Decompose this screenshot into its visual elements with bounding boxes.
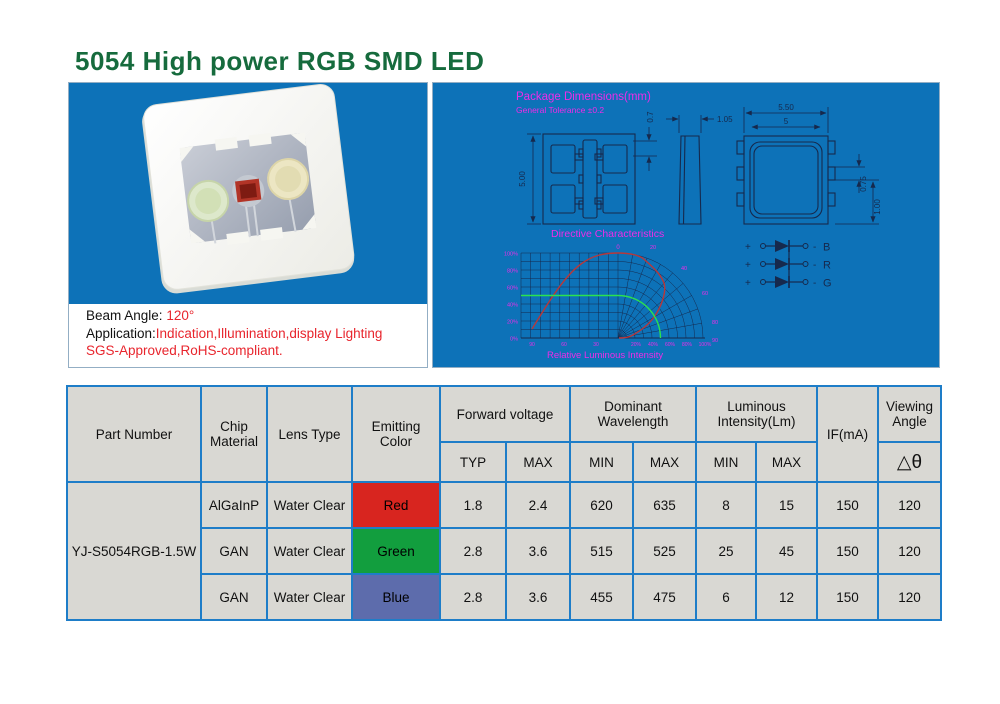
dim-top-pad-gap: 0.7	[646, 111, 655, 123]
cell-fv-typ: 1.8	[440, 482, 506, 528]
application-line	[86, 325, 427, 343]
col-header-emitting-color: Emitting Color	[352, 386, 440, 482]
circuit-label-b: B	[823, 241, 831, 254]
photo-caption	[69, 304, 427, 367]
subheader-delta-theta: △θ	[878, 442, 941, 482]
cell-lens-type: Water Clear	[267, 528, 352, 574]
cell-viewing-angle: 120	[878, 574, 941, 620]
chart-title: Directive Characteristics	[551, 228, 665, 240]
dimensions-heading: Package Dimensions(mm)	[516, 91, 651, 103]
svg-text:90: 90	[712, 338, 719, 344]
top-view-drawing	[737, 136, 835, 224]
cell-li-max: 15	[756, 482, 817, 528]
product-photo-panel	[68, 82, 428, 368]
svg-text:80%: 80%	[506, 268, 518, 275]
svg-text:+: +	[745, 242, 751, 253]
cell-viewing-angle: 120	[878, 528, 941, 574]
svg-text:0%: 0%	[510, 336, 518, 343]
cell-if: 150	[817, 482, 878, 528]
compliance-line: SGS-Approved,RoHS-compliant.	[86, 343, 283, 358]
cell-fv-typ: 2.8	[440, 528, 506, 574]
chart-bottom-tick-labels	[529, 342, 712, 348]
dim-pad-height: 0.75	[859, 176, 868, 192]
dim-pad-pitch: 1.00	[873, 199, 882, 215]
subheader-max: MAX	[756, 442, 817, 482]
svg-text:90: 90	[529, 342, 535, 348]
cell-emitting-color-red: Red	[352, 482, 440, 528]
cell-chip-material: GAN	[201, 528, 267, 574]
cell-li-min: 8	[696, 482, 756, 528]
dim-body-height: 5.00	[518, 171, 527, 187]
diode-icon	[775, 258, 789, 270]
table-row-red	[67, 482, 941, 528]
page-title: 5054 High power RGB SMD LED	[75, 46, 485, 76]
svg-text:30: 30	[593, 342, 599, 348]
dim-body-width: 5	[783, 117, 789, 126]
svg-text:20%: 20%	[506, 319, 518, 326]
subheader-max: MAX	[506, 442, 570, 482]
cell-fv-typ: 2.8	[440, 574, 506, 620]
cell-li-min: 25	[696, 528, 756, 574]
svg-text:80%: 80%	[681, 342, 693, 348]
cell-li-max: 12	[756, 574, 817, 620]
svg-text:-: -	[813, 260, 817, 271]
side-view-drawing	[679, 136, 701, 224]
cell-chip-material: AlGaInP	[201, 482, 267, 528]
col-header-part-number: Part Number	[67, 386, 201, 482]
svg-text:+: +	[745, 278, 751, 289]
cell-fv-max: 2.4	[506, 482, 570, 528]
subheader-typ: TYP	[440, 442, 506, 482]
circuit-diagram	[745, 240, 832, 290]
col-header-viewing-angle: Viewing Angle	[878, 386, 941, 442]
cell-fv-max: 3.6	[506, 574, 570, 620]
bottom-view-dimensions	[527, 127, 657, 224]
svg-text:40%: 40%	[506, 302, 518, 309]
svg-text:80: 80	[712, 320, 719, 326]
bottom-view-drawing	[543, 134, 635, 224]
svg-text:60%: 60%	[664, 342, 676, 348]
svg-text:100%: 100%	[503, 251, 518, 258]
col-header-lens-type: Lens Type	[267, 386, 352, 482]
circuit-label-g: G	[823, 277, 832, 290]
cell-dw-min: 620	[570, 482, 633, 528]
chart-y-tick-labels	[504, 252, 518, 343]
cell-if: 150	[817, 528, 878, 574]
cell-emitting-color-green: Green	[352, 528, 440, 574]
col-header-chip-material: Chip Material	[201, 386, 267, 482]
svg-text:100%: 100%	[698, 342, 712, 348]
beam-angle-line	[86, 307, 427, 325]
dim-thickness: 1.05	[717, 115, 733, 124]
svg-text:60: 60	[702, 291, 709, 297]
dim-overall-width: 5.50	[778, 103, 794, 112]
led-product-photo	[69, 83, 427, 304]
cell-lens-type: Water Clear	[267, 574, 352, 620]
cell-li-max: 45	[756, 528, 817, 574]
cell-li-min: 6	[696, 574, 756, 620]
col-header-dominant-wavelength: Dominant Wavelength	[570, 386, 696, 442]
col-header-luminous-intensity: Luminous Intensity(Lm)	[696, 386, 817, 442]
cell-viewing-angle: 120	[878, 482, 941, 528]
beam-angle-label: Beam Angle:	[86, 308, 167, 323]
cell-fv-max: 3.6	[506, 528, 570, 574]
diode-icon	[775, 276, 789, 288]
led-package	[140, 83, 356, 295]
cell-dw-max: 475	[633, 574, 696, 620]
spec-table	[66, 385, 942, 621]
diode-icon	[775, 240, 789, 252]
svg-text:40%: 40%	[647, 342, 659, 348]
cell-chip-material: GAN	[201, 574, 267, 620]
cell-part-number: YJ-S5054RGB-1.5W	[67, 482, 201, 620]
svg-text:60: 60	[561, 342, 567, 348]
cell-dw-min: 455	[570, 574, 633, 620]
chart-top-angle-label: 0	[616, 245, 620, 251]
svg-text:20%: 20%	[630, 342, 642, 348]
application-label: Application:	[86, 325, 156, 341]
cell-dw-max: 635	[633, 482, 696, 528]
svg-text:-: -	[813, 242, 817, 253]
package-dimensions-drawing	[433, 83, 939, 367]
circuit-row-r	[745, 258, 831, 272]
col-header-if: IF(mA)	[817, 386, 878, 482]
dimensions-subheading: General Tolerance ±0.2	[516, 105, 605, 115]
circuit-row-g	[745, 276, 832, 290]
svg-text:+: +	[745, 260, 751, 271]
side-view-dimensions	[666, 115, 714, 133]
cell-emitting-color-blue: Blue	[352, 574, 440, 620]
subheader-min: MIN	[570, 442, 633, 482]
col-header-forward-voltage: Forward voltage	[440, 386, 570, 442]
cell-lens-type: Water Clear	[267, 482, 352, 528]
beam-angle-value: 120°	[166, 308, 195, 323]
red-curve-cartesian	[532, 253, 618, 329]
subheader-min: MIN	[696, 442, 756, 482]
top-view-dimensions	[744, 107, 879, 224]
svg-text:40: 40	[681, 266, 688, 272]
circuit-row-b	[745, 240, 830, 254]
cell-dw-min: 515	[570, 528, 633, 574]
application-value: Indication,Illumination,display Lighting	[155, 325, 383, 341]
svg-text:20: 20	[650, 245, 657, 251]
chart-x-axis-label: Relative Luminous Intensity	[547, 350, 664, 361]
cell-dw-max: 525	[633, 528, 696, 574]
circuit-label-r: R	[823, 259, 831, 272]
cell-if: 150	[817, 574, 878, 620]
svg-text:60%: 60%	[506, 285, 518, 292]
svg-text:-: -	[813, 278, 817, 289]
subheader-max: MAX	[633, 442, 696, 482]
package-dimensions-panel	[432, 82, 940, 368]
